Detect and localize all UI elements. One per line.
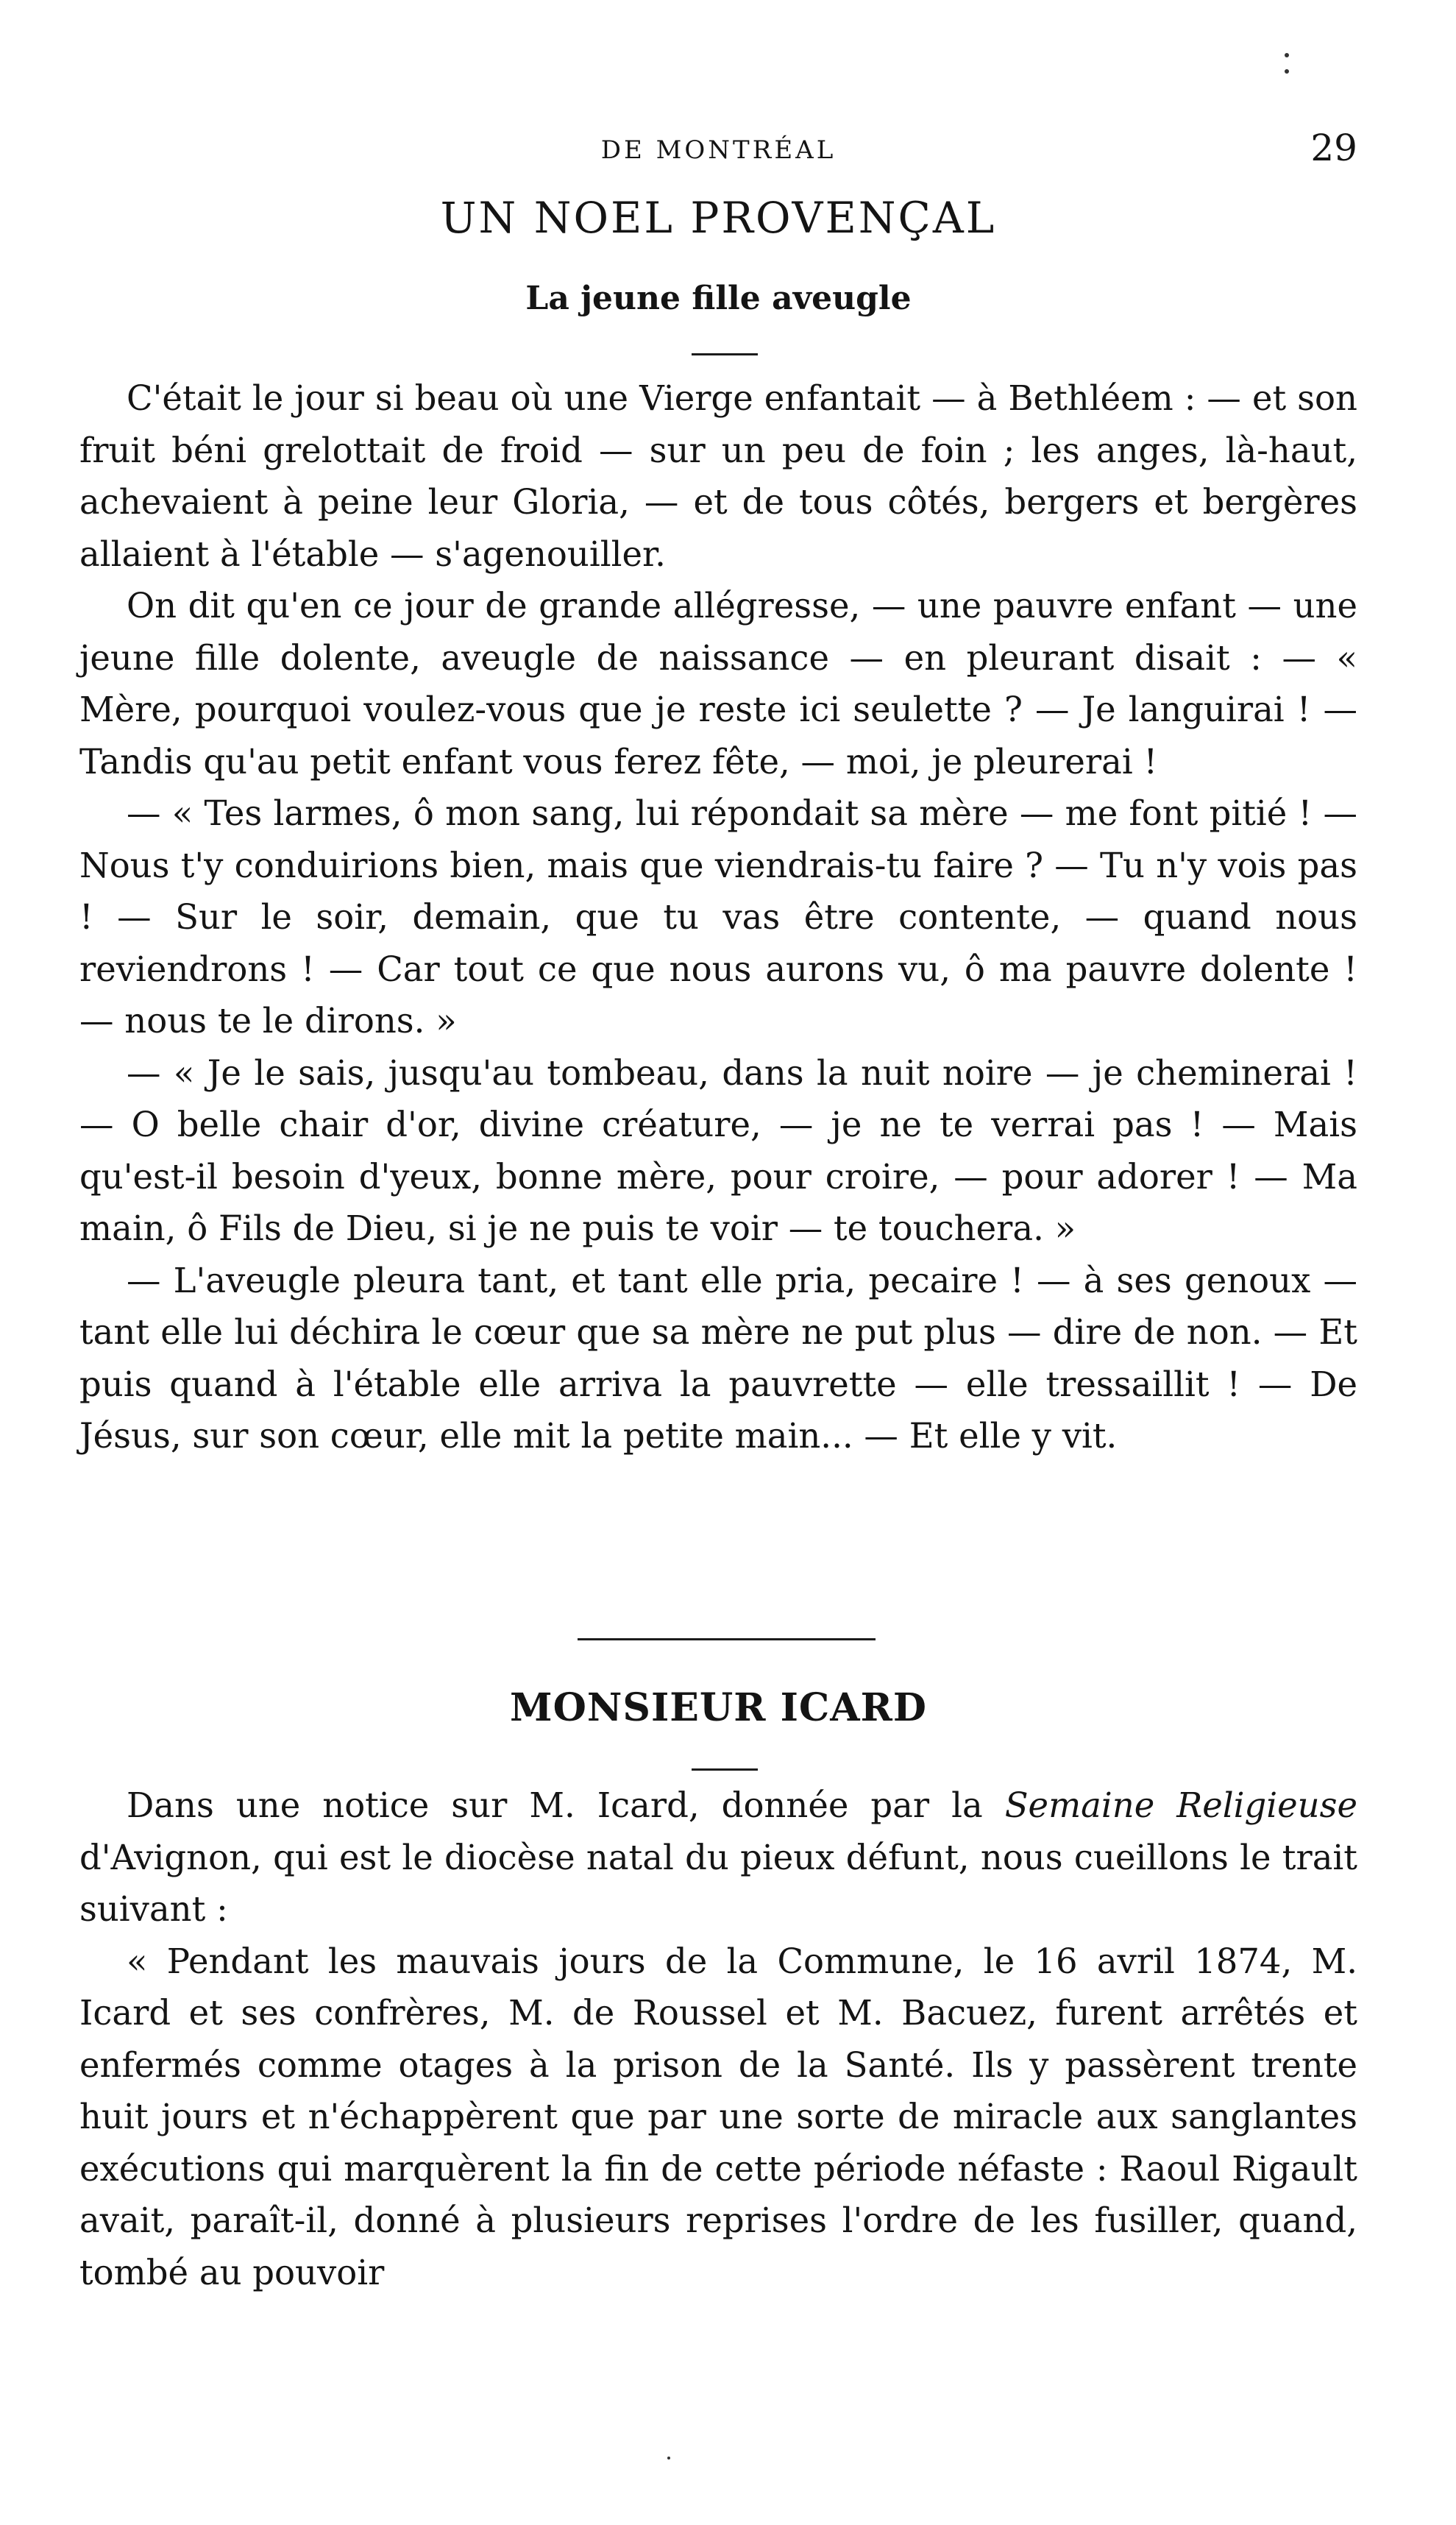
paragraph: « Pendant les mauvais jours de la Commune, le 16 avril 1874, M. Icard et ses confrères, M. de Roussel et M. Bacuez, furent arrêtés et enfermés comme otages à la prison de la Santé. Ils y passèrent trente huit jours et n'échappèrent que par une sorte de miracle aux sanglantes exécutions qui marquèrent la fin de cette période néfaste : Raoul Rigault avait, paraît-il, donné à plusieurs reprises l'ordre de les fusiller, quand, tombé au pouvoir [79, 1941, 1357, 2292]
divider-rule [692, 353, 758, 355]
paragraph-text: d'Avignon, qui est le diocèse natal du pieux défunt, nous cueillons le trait suivant : [79, 1837, 1357, 1929]
paragraph: C'était le jour si beau où une Vierge enfantait — à Bethléem : — et son fruit béni grelottait de froid — sur un peu de foin ; les anges, là-haut, achevaient à peine leur Gloria, — et de tous côtés, bergers et bergères allaient à l'étable — s'agenouiller. [79, 378, 1357, 574]
ink-speck [667, 2457, 670, 2460]
poem-body [79, 372, 1357, 1462]
section-title-noel: UN NOEL PROVENÇAL [440, 193, 997, 243]
section-title-icard: MONSIEUR ICARD [510, 1685, 927, 1730]
ink-speck [1285, 53, 1289, 57]
section-subtitle: La jeune fille aveugle [525, 280, 912, 317]
paragraph: On dit qu'en ce jour de grande allégresse, — une pauvre enfant — une jeune fille dolente, aveugle de naissance — en pleurant disait : — « Mère, pourquoi voulez-vous que je reste ici seulette ? — Je languirai ! — Tandis qu'au petit enfant vous ferez fête, — moi, je pleurerai ! [79, 586, 1357, 782]
section-separator-rule [578, 1638, 876, 1640]
paragraph: — « Je le sais, jusqu'au tombeau, dans la nuit noire — je cheminerai ! — O belle chair d'or, divine créature, — je ne te verrai pas ! — Mais qu'est-il besoin d'yeux, bonne mère, pour croire, — pour adorer ! — Ma main, ô Fils de Dieu, si je ne puis te voir — te touchera. » [79, 1052, 1357, 1248]
icard-body [79, 1779, 1357, 2298]
paragraph: — « Tes larmes, ô mon sang, lui répondait sa mère — me font pitié ! — Nous t'y conduirions bien, mais que viendrais-tu faire ? — Tu n'y vois pas ! — Sur le soir, demain, que tu vas être contente, — quand nous reviendrons ! — Car tout ce que nous aurons vu, ô ma pauvre dolente ! — nous te le dirons. » [79, 793, 1357, 1041]
paragraph [79, 1779, 1357, 1936]
running-head-title: DE MONTRÉAL [600, 135, 837, 165]
divider-rule [692, 1768, 758, 1771]
journal-title: Semaine Religieuse [1004, 1785, 1357, 1825]
ink-speck [1285, 69, 1289, 74]
paragraph-text: Dans une notice sur M. Icard, donnée par la [127, 1785, 1005, 1825]
running-head [79, 127, 1357, 171]
paragraph: — L'aveugle pleura tant, et tant elle pria, pecaire ! — à ses genoux — tant elle lui déchira le cœur que sa mère ne put plus — dire de non. — Et puis quand à l'étable elle arriva la pauvrette — elle tressaillit ! — De Jésus, sur son cœur, elle mit la petite main... — Et elle y vit. [79, 1260, 1357, 1456]
page-number: 29 [1310, 127, 1357, 169]
